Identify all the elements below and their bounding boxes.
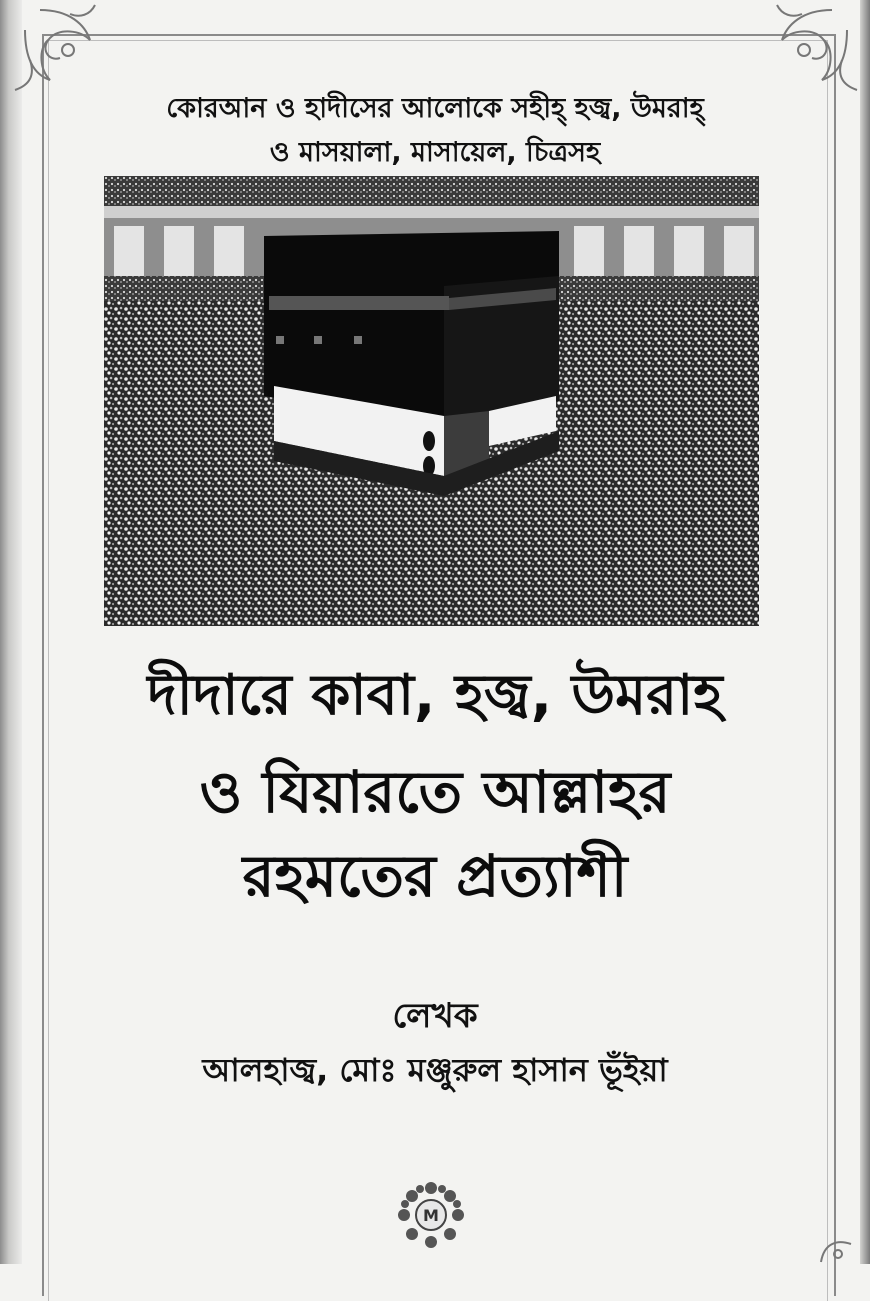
book-title-line-2: ও যিয়ারতে আল্লাহর: [199, 758, 671, 826]
book-title-line-3: রহমতের প্রত্যাশী: [242, 842, 628, 910]
publisher-logo-letter: M: [423, 1206, 439, 1225]
page-edge-left: [0, 0, 22, 1264]
kaaba-crowd-illustration: [104, 176, 759, 626]
author-name: আলহাজ্ব, মোঃ মঞ্জুরুল হাসান ভূঁইয়া: [202, 1051, 668, 1089]
author-label: লেখক: [392, 996, 478, 1036]
kaaba-photo: [104, 176, 759, 626]
corner-ornament-icon: [816, 1224, 856, 1264]
subtitle-line-2: ও মাসয়ালা, মাসায়েল, চিত্রসহ: [269, 137, 601, 168]
page-edge-right: [860, 0, 870, 1264]
book-title-line-1: দীদারে কাবা, হজ্ব, উমরাহ: [147, 663, 723, 728]
publisher-logo-icon: [396, 1180, 466, 1250]
corner-ornament-icon: [742, 0, 862, 120]
subtitle-line-1: কোরআন ও হাদীসের আলোকে সহীহ্ হজ্ব, উমরাহ্: [166, 93, 704, 124]
